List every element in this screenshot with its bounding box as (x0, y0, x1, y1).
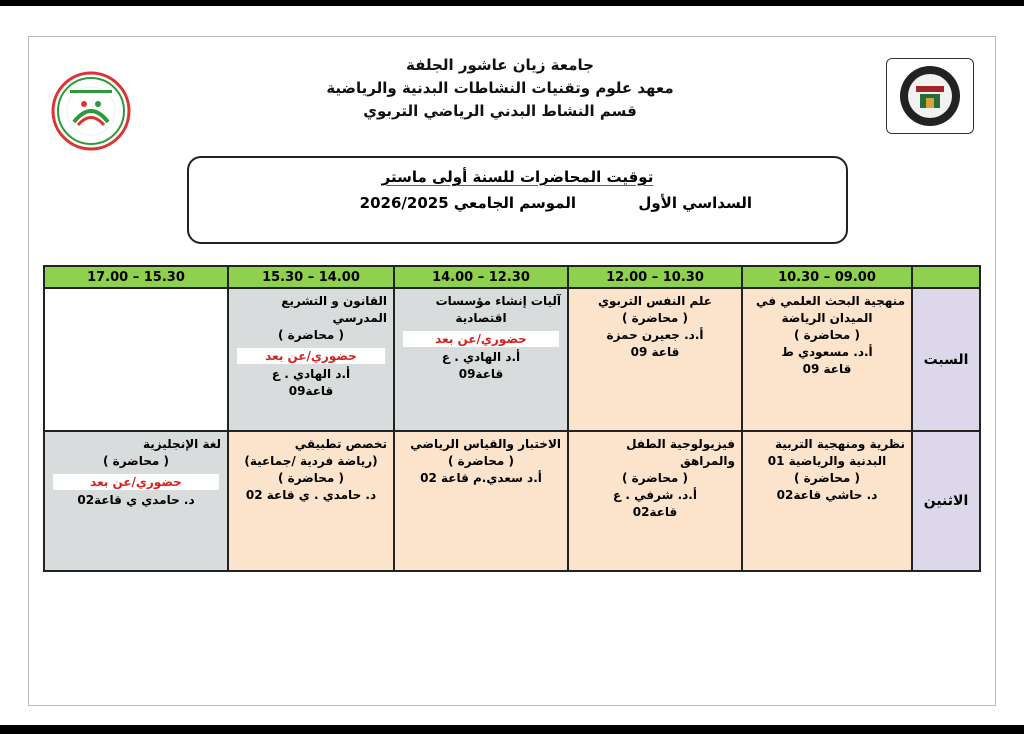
session-cell (44, 431, 228, 571)
institution-header (300, 54, 700, 123)
time-header-row (44, 266, 980, 288)
session-type: ( محاضرة ) (277, 471, 345, 485)
session-cell (228, 288, 394, 431)
course-name: تخصص تطبيقي (294, 437, 387, 451)
session-cell (742, 431, 912, 571)
corner-cell (912, 266, 980, 288)
course-name: آليات إنشاء مؤسسات (435, 294, 561, 308)
university-logo (886, 58, 974, 134)
institute-name: معهد علوم وتقنيات النشاطات البدنية والرياضية (326, 79, 674, 97)
time-slot-header: 17.00 – 15.30 (44, 266, 228, 288)
session-type: ( محاضرة ) (621, 471, 689, 485)
lecturer: أ.د. شرفي . ع (613, 488, 697, 502)
course-name-cont: اقتصادية (455, 311, 507, 325)
course-name: نظرية ومنهجية التربية (775, 437, 905, 451)
empty-session-cell (44, 288, 228, 431)
room: قاعة09 (458, 367, 504, 381)
schedule-title-box (187, 156, 848, 244)
course-name: لغة الإنجليزية (143, 437, 221, 451)
course-name: الاختبار والقياس الرياضي (410, 437, 561, 451)
time-slot-header: 14.00 – 12.30 (394, 266, 568, 288)
university-name: جامعة زيان عاشور الجلفة (406, 56, 594, 74)
lecturer-room: د. حاشي قاعة02 (776, 488, 878, 502)
specialty-detail: (رياضة فردية /جماعية) (244, 454, 378, 468)
course-name-cont: الميدان الرياضة (781, 311, 873, 325)
session-type: ( محاضرة ) (793, 471, 861, 485)
time-slot-header: 10.30 – 09.00 (742, 266, 912, 288)
university-seal-icon (898, 64, 962, 128)
session-type: ( محاضرة ) (102, 454, 170, 468)
lecturer-room: د. حامدي . ي قاعة 02 (245, 488, 377, 502)
course-name: منهجية البحث العلمي في (756, 294, 905, 308)
time-slot-header: 12.00 – 10.30 (568, 266, 742, 288)
room: قاعة02 (632, 505, 678, 519)
institute-logo-icon (50, 70, 132, 152)
lecturer: أ.د. مسعودي ط (781, 345, 873, 359)
course-name-cont: البدنية والرياضية 01 (767, 454, 887, 468)
session-type: ( محاضرة ) (277, 328, 345, 342)
course-name: القانون و التشريع المدرسي (281, 294, 387, 325)
delivery-mode: حضوري/عن بعد (53, 474, 219, 490)
lecturer-room: د. حامدي ي قاعة02 (77, 493, 195, 507)
page (0, 6, 1024, 725)
room: قاعة09 (288, 384, 334, 398)
session-cell (568, 431, 742, 571)
session-cell (394, 288, 568, 431)
lecturer: أ.د. جعيرن حمزة (606, 328, 704, 342)
session-cell (394, 431, 568, 571)
session-cell (742, 288, 912, 431)
course-name: علم النفس التربوي (598, 294, 712, 308)
schedule-table (43, 265, 981, 572)
schedule-title: توقيت المحاضرات للسنة أولى ماستر (381, 168, 654, 186)
course-name: فيزيولوجية الطفل والمراهق (626, 437, 735, 468)
season-label: الموسم الجامعي 2026/2025 (359, 194, 576, 212)
lecturer: أ.د الهادي . ع (271, 367, 351, 381)
semester-label: السداسي الأول (638, 194, 752, 212)
session-type: ( محاضرة ) (793, 328, 861, 342)
delivery-mode: حضوري/عن بعد (403, 331, 559, 347)
session-type: ( محاضرة ) (621, 311, 689, 325)
day-row-saturday (44, 288, 980, 431)
session-type: ( محاضرة ) (447, 454, 515, 468)
lecturer: أ.د الهادي . ع (441, 350, 521, 364)
day-row-monday (44, 431, 980, 571)
lecturer-room: أ.د سعدي.م قاعة 02 (420, 471, 542, 485)
day-label: السبت (912, 288, 980, 431)
room: قاعة 09 (802, 362, 852, 376)
session-cell (568, 288, 742, 431)
session-cell (228, 431, 394, 571)
department-name: قسم النشاط البدني الرياضي التربوي (363, 102, 637, 120)
room: قاعة 09 (630, 345, 680, 359)
day-label: الاثنين (912, 431, 980, 571)
delivery-mode: حضوري/عن بعد (237, 348, 385, 364)
time-slot-header: 15.30 – 14.00 (228, 266, 394, 288)
